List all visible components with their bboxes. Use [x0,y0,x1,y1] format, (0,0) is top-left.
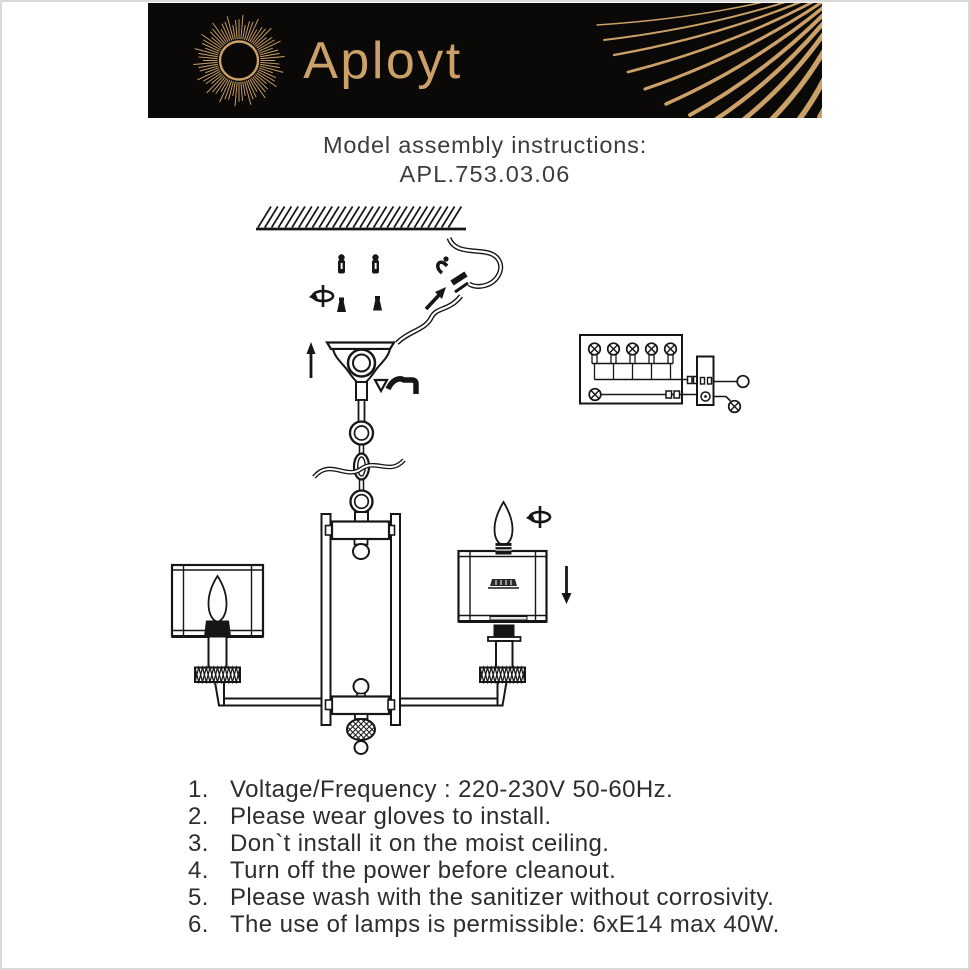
candle-sleeve-right [480,625,525,683]
power-wire-icon [397,238,501,343]
ceiling-hatch [256,207,466,230]
item-text: Please wear gloves to install. [230,803,552,831]
item-number: 5. [188,884,209,912]
screw-icon [337,296,382,312]
item-text: Please wash with the sanitizer without corrosivity. [230,884,775,912]
header-banner [148,0,860,121]
item-number: 2. [188,803,209,831]
sunburst-ring [220,42,258,80]
item-text: Turn off the power before cleanout. [230,857,617,885]
mounting-hook-icon [375,379,416,394]
item-text: Don`t install it on the moist ceiling. [230,830,610,858]
item-text: The use of lamps is permissible: 6xE14 max 40W. [230,911,780,939]
instruction-item [188,776,780,803]
up-arrow-icon [307,342,316,378]
model-code: APL.753.03.06 [399,161,571,187]
down-arrow-icon [562,566,572,604]
page-title [0,131,970,189]
instruction-item [188,857,780,884]
rotation-arrow-icon-right [526,506,550,528]
item-number: 6. [188,911,209,939]
candle-sleeve-left [195,637,240,683]
wiring-diagram [580,335,749,412]
instruction-item [188,830,780,857]
title-line: Model assembly instructions: [322,132,648,158]
assembly-diagram [172,207,749,755]
brand-wordmark: Aployt [303,32,463,90]
instruction-item [188,884,780,911]
item-number: 4. [188,857,209,885]
item-text: Voltage/Frequency : 220-230V 50-60Hz. [230,776,674,803]
wall-anchor-icon [338,254,379,273]
chandelier-frame [322,514,401,754]
instruction-list [188,776,780,939]
insert-arrow-icon [426,287,446,309]
candle-bulb-insert-icon [495,502,513,555]
rotation-arrow-icon [309,285,333,307]
item-number: 3. [188,830,209,858]
lamp-shade-right [459,551,547,622]
item-number: 1. [188,776,209,803]
instruction-item [188,803,780,830]
instruction-item [188,911,780,938]
ground-terminal-icon [737,376,749,388]
